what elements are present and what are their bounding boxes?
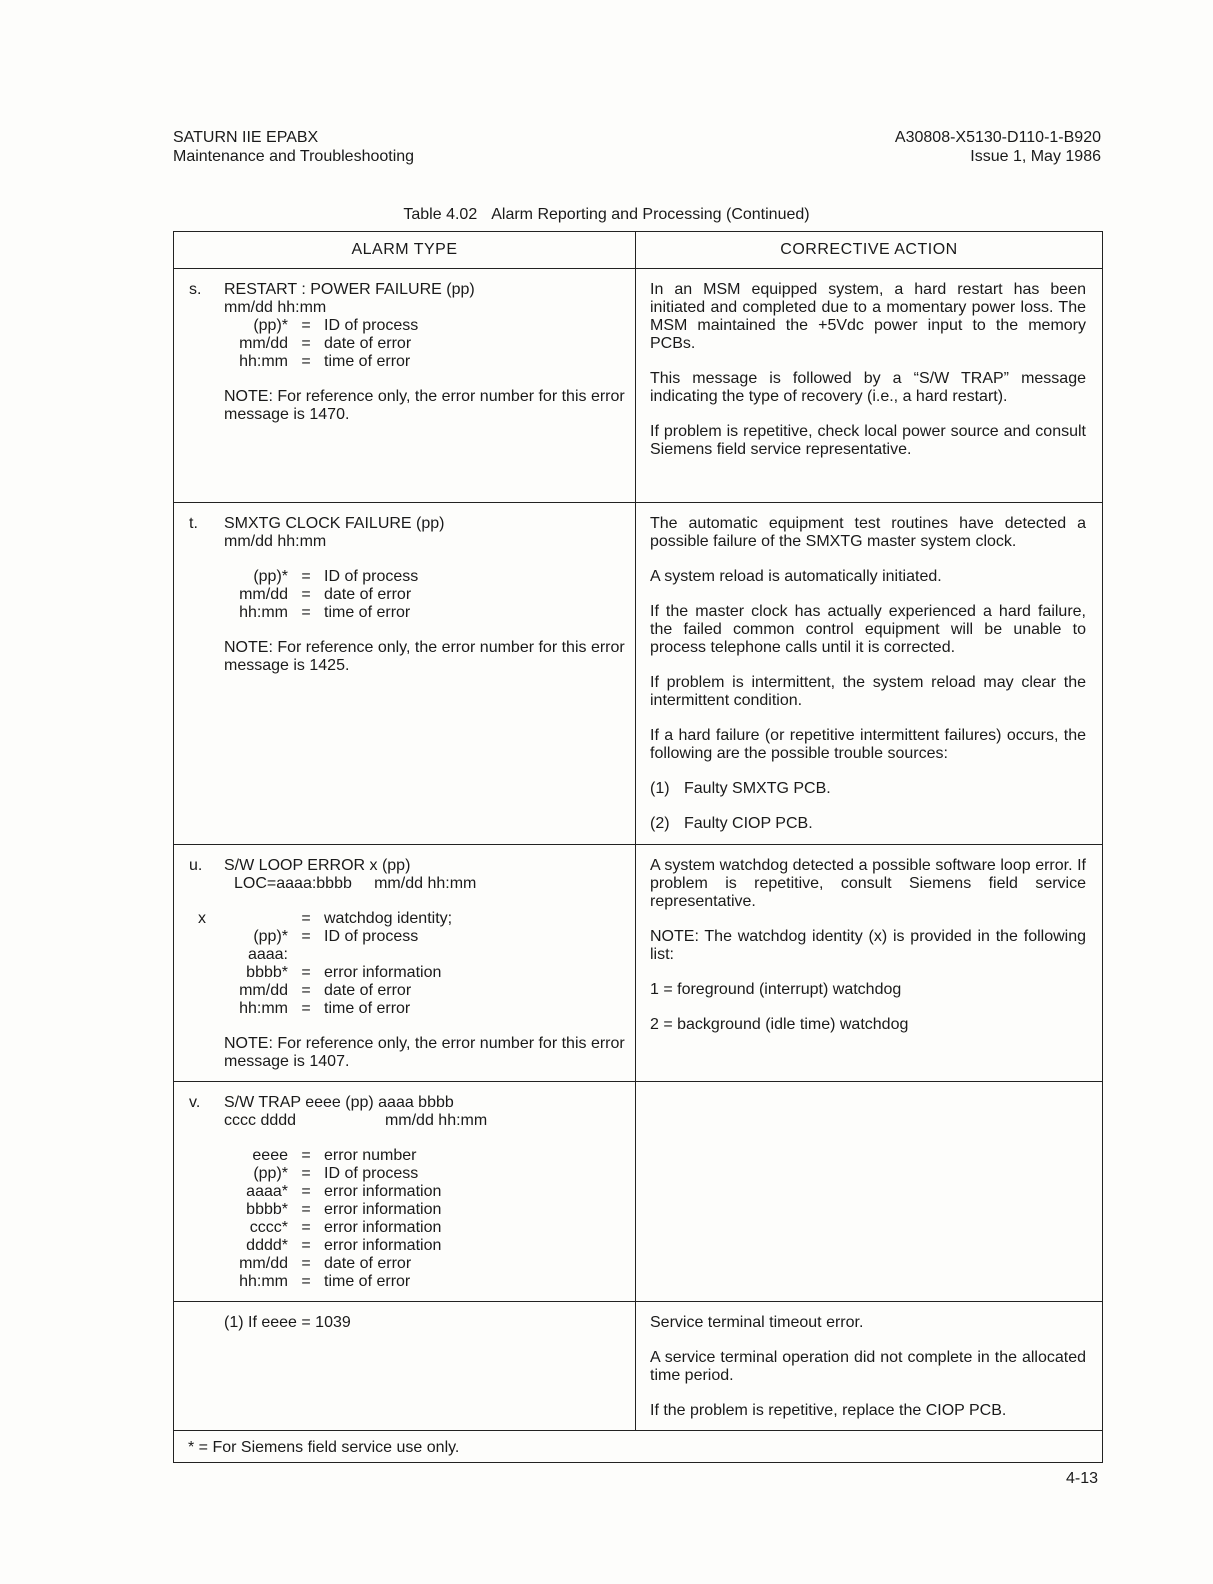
- equals-sign: =: [301, 1237, 311, 1254]
- def-value: date of error: [324, 982, 412, 999]
- def-value: time of error: [324, 604, 411, 621]
- equals-sign: =: [301, 1219, 311, 1236]
- def-key: hh:mm: [239, 1273, 288, 1290]
- alarm-message: [224, 1094, 625, 1130]
- message-line: mm/dd hh:mm: [224, 533, 327, 550]
- message-line: LOC=aaaa:bbbb mm/dd hh:mm: [234, 875, 477, 892]
- def-value: error information: [324, 964, 442, 981]
- equals-sign: =: [301, 335, 311, 352]
- def-value: date of error: [324, 1255, 412, 1272]
- footnote: * = For Siemens field service use only.: [174, 1431, 1103, 1463]
- item-text: Faulty CIOP PCB.: [684, 815, 813, 832]
- alarm-cell: [174, 1302, 636, 1431]
- item-number: (2): [650, 815, 670, 832]
- reference-note: NOTE: For reference only, the error number for this error message is 1470.: [224, 388, 625, 423]
- equals-sign: =: [301, 1000, 311, 1017]
- alarm-cell: [174, 269, 636, 503]
- item-number: (1): [650, 780, 670, 797]
- action-paragraph: Service terminal timeout error.: [650, 1314, 864, 1331]
- def-key: (pp)*: [253, 1165, 288, 1182]
- manual-subtitle: Maintenance and Troubleshooting: [173, 148, 415, 165]
- def-value: error information: [324, 1219, 442, 1236]
- def-key: bbbb*: [246, 964, 288, 981]
- message-line: S/W LOOP ERROR x (pp): [224, 857, 411, 874]
- column-header-corrective-action: CORRECTIVE ACTION: [636, 232, 1103, 269]
- action-paragraph: If the master clock has actually experienced a hard failure, the failed common control equipment will be unable to process telephone calls until it is corrected.: [650, 603, 1086, 656]
- definition-list: [198, 910, 452, 1018]
- message-line: S/W TRAP eeee (pp) aaaa bbbb: [224, 1094, 454, 1111]
- action-paragraph: A system reload is automatically initiated.: [650, 568, 942, 585]
- sub-condition: (1) If eeee = 1039: [224, 1314, 351, 1331]
- action-cell: [636, 1082, 1103, 1302]
- action-cell: [636, 1302, 1103, 1431]
- action-paragraph: If the problem is repetitive, replace the CIOP PCB.: [650, 1402, 1007, 1419]
- equals-sign: =: [301, 1201, 311, 1218]
- def-value: ID of process: [324, 928, 419, 945]
- document-header-left: [173, 128, 414, 166]
- table-number: Table 4.02: [403, 206, 478, 223]
- equals-sign: =: [301, 910, 311, 927]
- action-paragraph: If problem is repetitive, check local power source and consult Siemens field service representative.: [650, 423, 1086, 458]
- reference-note: NOTE: For reference only, the error number for this error message is 1425.: [224, 639, 625, 674]
- table-row: [174, 269, 1103, 503]
- definition-list: [224, 1147, 441, 1291]
- alarm-cell: [174, 1082, 636, 1302]
- issue-date: Issue 1, May 1986: [970, 148, 1101, 165]
- equals-sign: =: [301, 586, 311, 603]
- action-paragraph: This message is followed by a “S/W TRAP” message indicating the type of recovery (i.e., a hard restart).: [650, 370, 1086, 405]
- def-key: (pp)*: [253, 568, 288, 585]
- definition-list: [224, 568, 418, 622]
- def-key: dddd*: [246, 1237, 288, 1254]
- trouble-source-item: [650, 815, 1086, 833]
- table-row: [174, 845, 1103, 1082]
- action-paragraph: In an MSM equipped system, a hard restart has been initiated and completed due to a momentary power loss. The MSM maintained the +5Vdc power input to the memory PCBs.: [650, 281, 1086, 352]
- page-number: 4-13: [1065, 1470, 1098, 1487]
- equals-sign: [288, 946, 324, 964]
- def-key: mm/dd: [239, 1255, 288, 1272]
- equals-sign: =: [301, 568, 311, 585]
- equals-sign: =: [301, 317, 311, 334]
- product-title: SATURN IIE EPABX: [173, 129, 319, 146]
- def-key: (pp)*: [253, 317, 288, 334]
- table-row: [174, 503, 1103, 845]
- equals-sign: =: [301, 353, 311, 370]
- reference-note: NOTE: For reference only, the error number for this error message is 1407.: [224, 1035, 625, 1070]
- def-key: aaaa:: [247, 946, 288, 963]
- action-paragraph: If problem is intermittent, the system reload may clear the intermittent condition.: [650, 674, 1086, 709]
- def-key: eeee: [252, 1147, 288, 1164]
- def-value: error information: [324, 1201, 442, 1218]
- row-letter: u.: [189, 857, 203, 874]
- def-key: mm/dd: [239, 586, 288, 603]
- footnote-row: [174, 1431, 1103, 1463]
- def-value: error information: [324, 1237, 442, 1254]
- row-letter: v.: [189, 1094, 201, 1111]
- action-cell: [636, 845, 1103, 1082]
- watchdog-list-item: 1 = foreground (interrupt) watchdog: [650, 981, 902, 998]
- alarm-cell: [174, 503, 636, 845]
- definition-list: [224, 317, 418, 371]
- action-paragraph: NOTE: The watchdog identity (x) is provided in the following list:: [650, 928, 1086, 963]
- def-key: bbbb*: [246, 1201, 288, 1218]
- def-value: date of error: [324, 586, 412, 603]
- equals-sign: =: [301, 1273, 311, 1290]
- def-value: [324, 946, 452, 964]
- table-title: Alarm Reporting and Processing (Continued): [491, 206, 810, 223]
- column-header-alarm-type: ALARM TYPE: [174, 232, 636, 269]
- def-value: error number: [324, 1147, 417, 1164]
- def-value: error information: [324, 1183, 442, 1200]
- action-paragraph: The automatic equipment test routines have detected a possible failure of the SMXTG master system clock.: [650, 515, 1086, 550]
- equals-sign: =: [301, 982, 311, 999]
- document-code: A30808-X5130-D110-1-B920: [894, 129, 1101, 146]
- message-line: SMXTG CLOCK FAILURE (pp): [224, 515, 445, 532]
- message-line: cccc dddd mm/dd hh:mm: [224, 1112, 488, 1129]
- document-header-right: [895, 128, 1101, 166]
- equals-sign: =: [301, 928, 311, 945]
- row-letter: t.: [189, 515, 198, 532]
- alarm-cell: [174, 845, 636, 1082]
- action-paragraph: A service terminal operation did not complete in the allocated time period.: [650, 1349, 1086, 1384]
- row-letter: s.: [189, 281, 202, 298]
- equals-sign: =: [301, 1165, 311, 1182]
- trouble-source-item: [650, 780, 1086, 798]
- table-header-row: [174, 232, 1103, 269]
- message-line: mm/dd hh:mm: [224, 299, 327, 316]
- def-key: mm/dd: [239, 335, 288, 352]
- action-paragraph: If a hard failure (or repetitive intermittent failures) occurs, the following are the possible trouble sources:: [650, 727, 1086, 762]
- action-cell: [636, 269, 1103, 503]
- watchdog-list-item: 2 = background (idle time) watchdog: [650, 1016, 909, 1033]
- message-line: RESTART : POWER FAILURE (pp): [224, 281, 475, 298]
- action-cell: [636, 503, 1103, 845]
- equals-sign: =: [301, 964, 311, 981]
- def-key: (pp)*: [253, 928, 288, 945]
- equals-sign: =: [301, 1255, 311, 1272]
- table-row: [174, 1082, 1103, 1302]
- table-caption: [0, 206, 1213, 224]
- def-value: time of error: [324, 353, 411, 370]
- def-key: aaaa*: [246, 1183, 288, 1200]
- def-value: ID of process: [324, 1165, 419, 1182]
- def-value: time of error: [324, 1273, 411, 1290]
- table-row: [174, 1302, 1103, 1431]
- def-value: ID of process: [324, 317, 419, 334]
- alarm-message: [224, 857, 625, 893]
- alarm-message: [224, 515, 625, 551]
- def-value: ID of process: [324, 568, 419, 585]
- def-key: hh:mm: [239, 604, 288, 621]
- def-value: watchdog identity;: [324, 910, 453, 927]
- action-paragraph: A system watchdog detected a possible software loop error. If problem is repetitive, consult Siemens field service representative.: [650, 857, 1086, 910]
- def-value: date of error: [324, 335, 412, 352]
- def-value: time of error: [324, 1000, 411, 1017]
- def-key: cccc*: [249, 1219, 288, 1236]
- def-key: hh:mm: [239, 353, 288, 370]
- def-key: hh:mm: [239, 1000, 288, 1017]
- equals-sign: =: [301, 1183, 311, 1200]
- def-key: x: [198, 910, 206, 927]
- def-key: mm/dd: [239, 982, 288, 999]
- equals-sign: =: [301, 1147, 311, 1164]
- item-text: Faulty SMXTG PCB.: [684, 780, 831, 797]
- alarm-message: [224, 281, 625, 317]
- equals-sign: =: [301, 604, 311, 621]
- alarm-table: [173, 231, 1103, 1463]
